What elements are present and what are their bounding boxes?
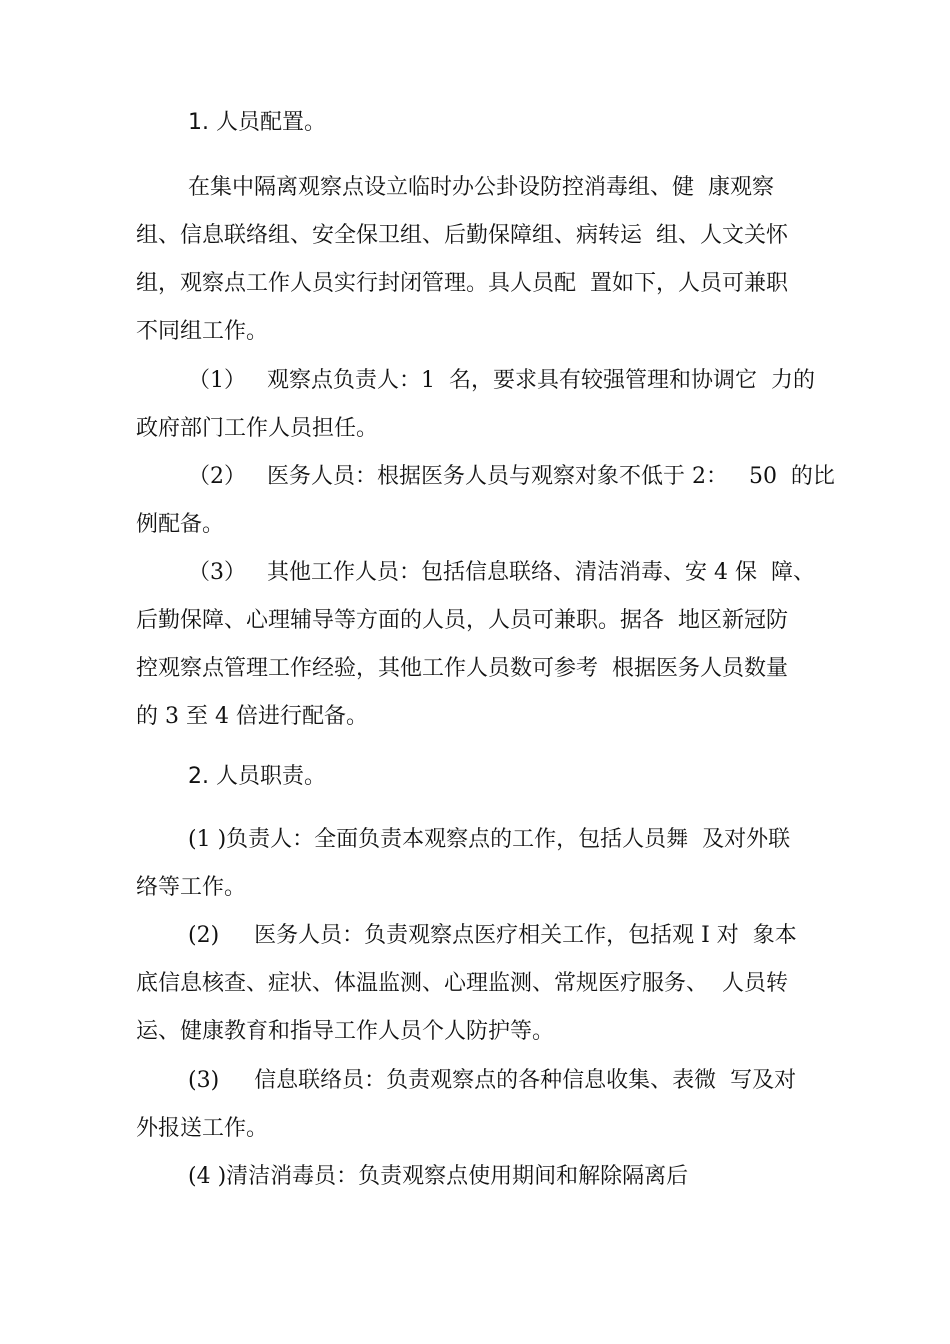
paragraph-line: 例配备。 [136,512,225,537]
section-heading-duties: 2. 人员职责。 [188,764,326,789]
list-item-line: （1） 观察点负责人：1 名，要求具有较强管理和协调它 力的 [188,368,815,393]
paragraph-line: 的 3 至 4 倍进行配备。 [136,704,368,729]
paragraph-line: 政府部门工作人员担任。 [136,416,379,441]
paragraph-line: 在集中隔离观察点设立临时办公卦设防控消毒组、健 康观察 [188,175,774,200]
list-item-line: （2） 医务人员：根据医务人员与观察对象不低于 2： 50 的比 [188,464,835,489]
paragraph-line: 后勤保障、心理辅导等方面的人员，人员可兼职。据各 地区新冠防 [136,608,788,633]
paragraph-line: 外报送工作。 [136,1116,269,1141]
paragraph-line: 络等工作。 [136,875,247,900]
list-item-line: (4 )清洁消毒员：负责观察点使用期间和解除隔离后 [188,1164,689,1189]
paragraph-line: 运、健康教育和指导工作人员个人防护等。 [136,1019,555,1044]
paragraph-line: 不同组工作。 [136,319,269,344]
section-heading-staffing: 1. 人员配置。 [188,110,326,135]
paragraph-line: 组、信息联络组、安全保卫组、后勤保障组、病转运 组、人文关怀 [136,223,788,248]
list-item-line: （3） 其他工作人员：包括信息联络、清洁消毒、安 4 保 障、 [188,560,815,585]
list-item-line: (3) 信息联络员：负责观察点的各种信息收集、表微 写及对 [188,1068,797,1093]
paragraph-line: 控观察点管理工作经验，其他工作人员数可参考 根据医务人员数量 [136,656,788,681]
paragraph-line: 组，观察点工作人员实行封闭管理。具人员配 置如下，人员可兼职 [136,271,788,296]
list-item-line: (1 )负责人：全面负责本观察点的工作，包括人员舞 及对外联 [188,827,791,852]
list-item-line: (2) 医务人员：负责观察点医疗相关工作，包括观 I 对 象本 [188,923,797,948]
paragraph-line: 底信息核查、症状、体温监测、心理监测、常规医疗服务、 人员转 [136,971,788,996]
